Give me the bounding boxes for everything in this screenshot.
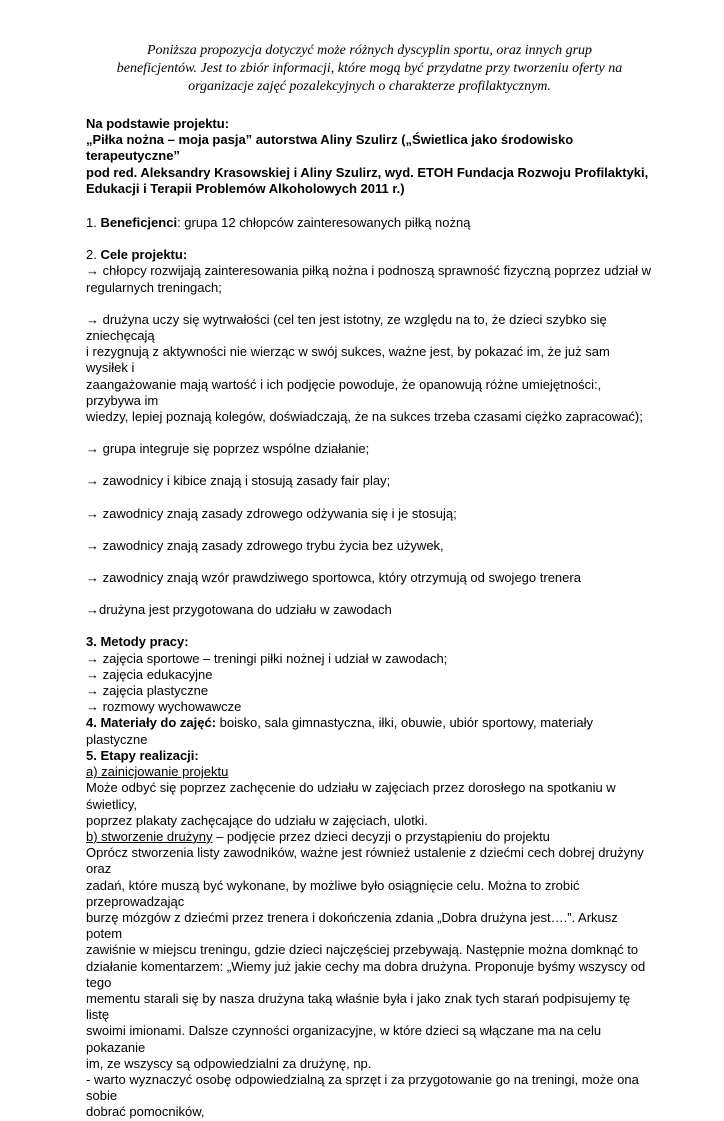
stage-b-line: zawiśnie w miejscu treningu, gdzie dzieci najczęściej przebywają. Następnie można domknąć to xyxy=(86,942,639,958)
stage-b-line: swoimi imionami. Dalsze czynności organizacyjne, w które dzieci są włączane ma na celu pokazanie xyxy=(86,1023,602,1055)
stage-b-line: burzę mózgów z dziećmi przez trenera i dokończenia zdania „Dobra drużyna jest….”. Arkusz potem xyxy=(86,909,618,942)
section-heading xyxy=(86,247,653,263)
goal-line: → chłopcy rozwijają zainteresowania piłką nożna i podnoszą sprawność fizyczną poprzez udział w xyxy=(86,263,652,279)
goal-item xyxy=(86,263,653,295)
goal-item: → zawodnicy znają zasady zdrowego trybu życia bez używek, xyxy=(86,537,444,553)
section-text: boisko, sala gimnastyczna, iłki, obuwie, ubiór sportowy, materiały plastyczne xyxy=(86,715,593,747)
method-item: → zajęcia plastyczne xyxy=(86,683,209,699)
intro-line: Poniższa propozycja dotyczyć może różnych dyscyplin sportu, oraz innych grup xyxy=(146,43,593,58)
basis-line: pod red. Aleksandry Krasowskiej i Aliny Szulirz, wyd. ETOH Fundacja Rozwoju Profilaktyki, xyxy=(86,164,649,180)
stage-b-line: Oprócz stworzenia listy zawodników, ważne jest również ustalenie z dziećmi cech dobrej drużyny oraz xyxy=(86,845,644,877)
stage-b-line: dobrać pomocników, xyxy=(86,1104,205,1120)
goal-item xyxy=(86,312,653,425)
intro-paragraph xyxy=(66,42,673,96)
basis-heading: Na podstawie projektu: xyxy=(86,116,230,131)
method-item: → rozmowy wychowawcze xyxy=(86,699,242,715)
stage-b-line: - warto wyznaczyć osobę odpowiedzialną za sprzęt i za przygotowanie go na treningi, może ona sobie xyxy=(86,1071,639,1104)
section-label: 4. Materiały do zajęć: xyxy=(86,715,217,731)
section-number: 2. xyxy=(86,247,101,263)
section-stages xyxy=(86,748,653,1121)
goal-line: wiedzy, lepiej poznają kolegów, doświadczają, że na sukces trzeba czasami ciężko zapracować); xyxy=(86,409,643,425)
method-item: → zajęcia sportowe – treningi piłki nożnej i udział w zawodach; xyxy=(86,650,448,666)
section-label: Beneficjenci xyxy=(100,215,178,231)
section-number: 1. xyxy=(86,215,101,231)
stage-b-line: zadań, które muszą być wykonane, by możliwe było osiągnięcie celu. Można to zrobić przeprowadzając xyxy=(86,877,580,909)
intro-line: organizacje zajęć pozalekcyjnych o charakterze profilaktycznym. xyxy=(188,79,551,94)
intro-line: beneficjentów. Jest to zbiór informacji, które mogą być przydatne przy tworzeniu oferty na xyxy=(116,61,623,76)
stage-b-line: działanie komentarzem: „Wiemy już jakie cechy ma dobra drużyna. Proponuje byśmy wszyscy od tego xyxy=(86,958,646,990)
basis-line: „Piłka nożna – moja pasja” autorstwa Aliny Szulirz („Świetlica jako środowisko terapeutyczne” xyxy=(86,132,574,164)
section-goals xyxy=(86,247,653,618)
stage-b-line: im, ze wszyscy są odpowiedzialni za drużynę, np. xyxy=(86,1055,372,1071)
goal-item: → zawodnicy znają wzór prawdziwego sportowca, który otrzymują od swojego trenera xyxy=(86,570,581,586)
stage-a-line: Może odbyć się poprzez zachęcenie do udziału w zajęciach przez dorosłego na spotkaniu w świetlicy, xyxy=(86,780,616,812)
section-methods xyxy=(86,634,653,715)
document-page xyxy=(86,42,653,1121)
goal-line: zaangażowanie mają wartość i ich podjęcie powoduje, że opanowują różne umiejętności:, przybywa im xyxy=(86,376,602,408)
stage-b-heading xyxy=(86,829,653,845)
section-label: 5. Etapy realizacji: xyxy=(86,747,199,763)
goal-item: → zawodnicy i kibice znają i stosują zasady fair play; xyxy=(86,473,391,489)
stage-a-line: poprzez plakaty zachęcające do udziału w zajęciach, ulotki. xyxy=(86,812,428,828)
goal-line: i rezygnują z aktywności nie wierząc w swój sukces, ważne jest, by pokazać im, że już sam wysiłek i xyxy=(86,344,610,376)
section-text: : grupa 12 chłopców zainteresowanych piłką nożną xyxy=(177,215,471,231)
section-beneficiaries xyxy=(86,215,653,231)
goal-line: regularnych treningach; xyxy=(86,279,222,295)
method-item: → zajęcia edukacyjne xyxy=(86,666,213,682)
goal-item: →drużyna jest przygotowana do udziału w zawodach xyxy=(86,602,392,618)
project-basis xyxy=(86,116,653,197)
goal-line: → drużyna uczy się wytrwałości (cel ten jest istotny, ze względu na to, że dzieci szybko się zniechęcają xyxy=(86,311,607,344)
goal-item: → grupa integruje się poprzez wspólne działanie; xyxy=(86,441,370,457)
section-materials xyxy=(86,715,653,747)
goal-item: → zawodnicy znają zasady zdrowego odżywania się i je stosują; xyxy=(86,505,457,521)
stage-b-line: mementu starali się by nasza drużyna taką właśnie była i jako znak tych starań podpisujemy tę listę xyxy=(86,990,631,1023)
stage-b-title: b) stworzenie drużyny xyxy=(86,828,213,844)
stage-b-subtitle: – podjęcie przez dzieci decyzji o przystąpieniu do projektu xyxy=(212,828,550,844)
section-label: 3. Metody pracy: xyxy=(86,634,189,650)
basis-line: Edukacji i Terapii Problemów Alkoholowych 2011 r.) xyxy=(86,180,405,196)
stage-a-heading: a) zainicjowanie projektu xyxy=(86,764,229,780)
section-label: Cele projektu: xyxy=(100,247,188,263)
